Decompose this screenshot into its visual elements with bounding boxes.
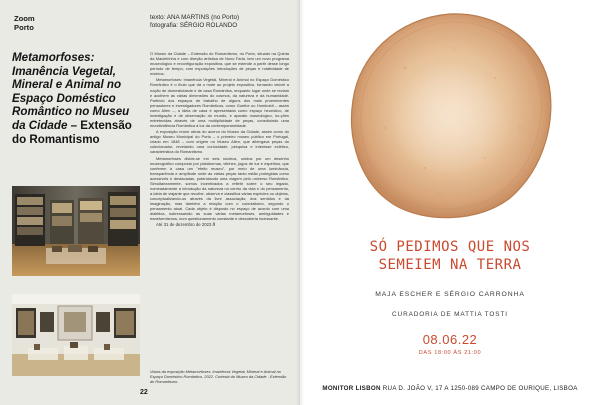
photo-credit: fotografia: SÉRGIO ROLANDO	[150, 21, 238, 29]
exhibition-photo-gallery	[12, 294, 140, 376]
closing-date-text: Até 31 de dezembro de 2023	[156, 222, 212, 228]
section-label-line2: Porto	[14, 23, 34, 32]
closing-mark: //	[212, 222, 216, 228]
ceramic-plate-image	[345, 8, 555, 226]
section-label-line1: Zoom	[14, 14, 35, 23]
credits	[150, 14, 239, 29]
page-number: 22	[140, 389, 148, 396]
spine-gutter	[296, 0, 304, 405]
venue-name: MONITOR LISBON	[322, 385, 381, 392]
venue-address: RUA D. JOÃO V, 17 A 1250-089 CAMPO DE OURIQUE, LISBOA	[380, 385, 578, 392]
opening-date: 08.06.22	[422, 332, 478, 347]
body-paragraph: Metamorfoses: Imanência Vegetal, Mineral e Animal no Espaço Doméstico Romântico é o título que dá o mote ao projeto expositivo, tornando visível a noção de domesticidade e de casa Romântica, enquanto lugar onde se reciam e acolhem as várias dimensões do cosmos, da natureza e da humanidade. Partindo dos espaços de trabalho de alguns dos mais proeminentes pensadores e investigadores Românticos, como Goethe ou Humboldt – assim como Allen –, a ideia de casa é apresentada como espaço heurístico, de investigação e de observação do mundo, e aparato museológico, no-ções entretecidas através de uma multiplicidade de peças, constituindo uma mundividência Romântica à luz da contemporaneidade.	[150, 77, 289, 128]
photo-caption: Vistas da exposição Metamorfoses: Imanência Vegetal, Mineral e Animal no Espaço Doméstico Romântico, 2022. Cortesia do Museu da Cidade - Extensão do Romantismo.	[150, 369, 287, 384]
closing-date	[150, 222, 289, 227]
exhibition-photo-cabinets-image	[12, 186, 140, 276]
exhibition-photo-cabinets	[12, 186, 140, 276]
curator: CURADORIA DE MATTIA TOSTI	[392, 311, 508, 318]
text-credit: texto: ANA MARTINS (no Porto)	[150, 14, 240, 21]
exhibition-title-line1: SÓ PEDIMOS QUE NOS	[369, 239, 531, 255]
venue	[300, 385, 600, 392]
ceramic-plate-artwork	[345, 8, 555, 226]
right-page	[300, 0, 600, 405]
exhibition-photo-gallery-image	[12, 294, 140, 376]
section-label	[14, 14, 35, 32]
exhibition-title	[300, 238, 600, 274]
artists: MAJA ESCHER E SÉRGIO CARRONHA	[375, 291, 525, 298]
article-title	[12, 51, 142, 146]
body-paragraph: A exposição reúne obras do acervo do Museu da Cidade, assim como do antigo Museu Municipal do Porto – o primeiro museu público em Portugal, criado em 1848 – com origem no Museu Allen, que albergava peças do colecionador, revelando uma curiosidade, pesquisa e interesse eclético, característica do Romantismo.	[150, 129, 289, 155]
body-paragraph: Metamorfoses divide-se em seis núcleos, unidos por um desenho museográfico composto por plataformas, vitrines, jogos de luz e espelhos, que conferem à casa um "efeito museu", por meio de uma luminância, transparência e amplitude onde as várias peças tanto estão protegidas como acessíveis e destacadas, potenciando uma viagem pelo universo Romântico. Simultaneamente, somos incentivados a refletir sobre o seu legado, nomeadamente a introdução da natureza no centro da vida e do pensamento, a ideia de viajante que recolhe, observa e classifica várias espécies ou objetos, conceptualizando-os através da livre associação, dos sentidos e da imaginação, mas também a relação com o colonialismo, segundo o pensamento atual. Cada objeto é disposto no espaço de acordo com uma dialética, sobressaindo as suas várias metamorfoses, ambiguidades e transformismos, num questionamento constante e descoberta incessante.	[150, 155, 289, 222]
body-paragraph: O Museu da Cidade – Extensão do Romantismo, no Porto, situado na Quinta da Macieirinha e com direção artística de Nuno Faria, tem um novo programa museológico e reconfiguração expositiva, que se estende a partir desse longo período de tempo, com exposições introduções de peças e rotatividade de núcleos.	[150, 51, 289, 77]
article-title-roman: – Extensão do Romantismo	[12, 118, 132, 146]
opening-hours: DAS 18:00 ÀS 21:00	[418, 350, 482, 356]
article-body	[150, 51, 289, 229]
article-title-italic: Metamorfoses: Imanência Vegetal, Mineral e Animal no Espaço Doméstico Romântico no Museu da Cidade	[12, 51, 130, 132]
exhibition-title-line2: SEMEIEM NA TERRA	[378, 257, 522, 273]
